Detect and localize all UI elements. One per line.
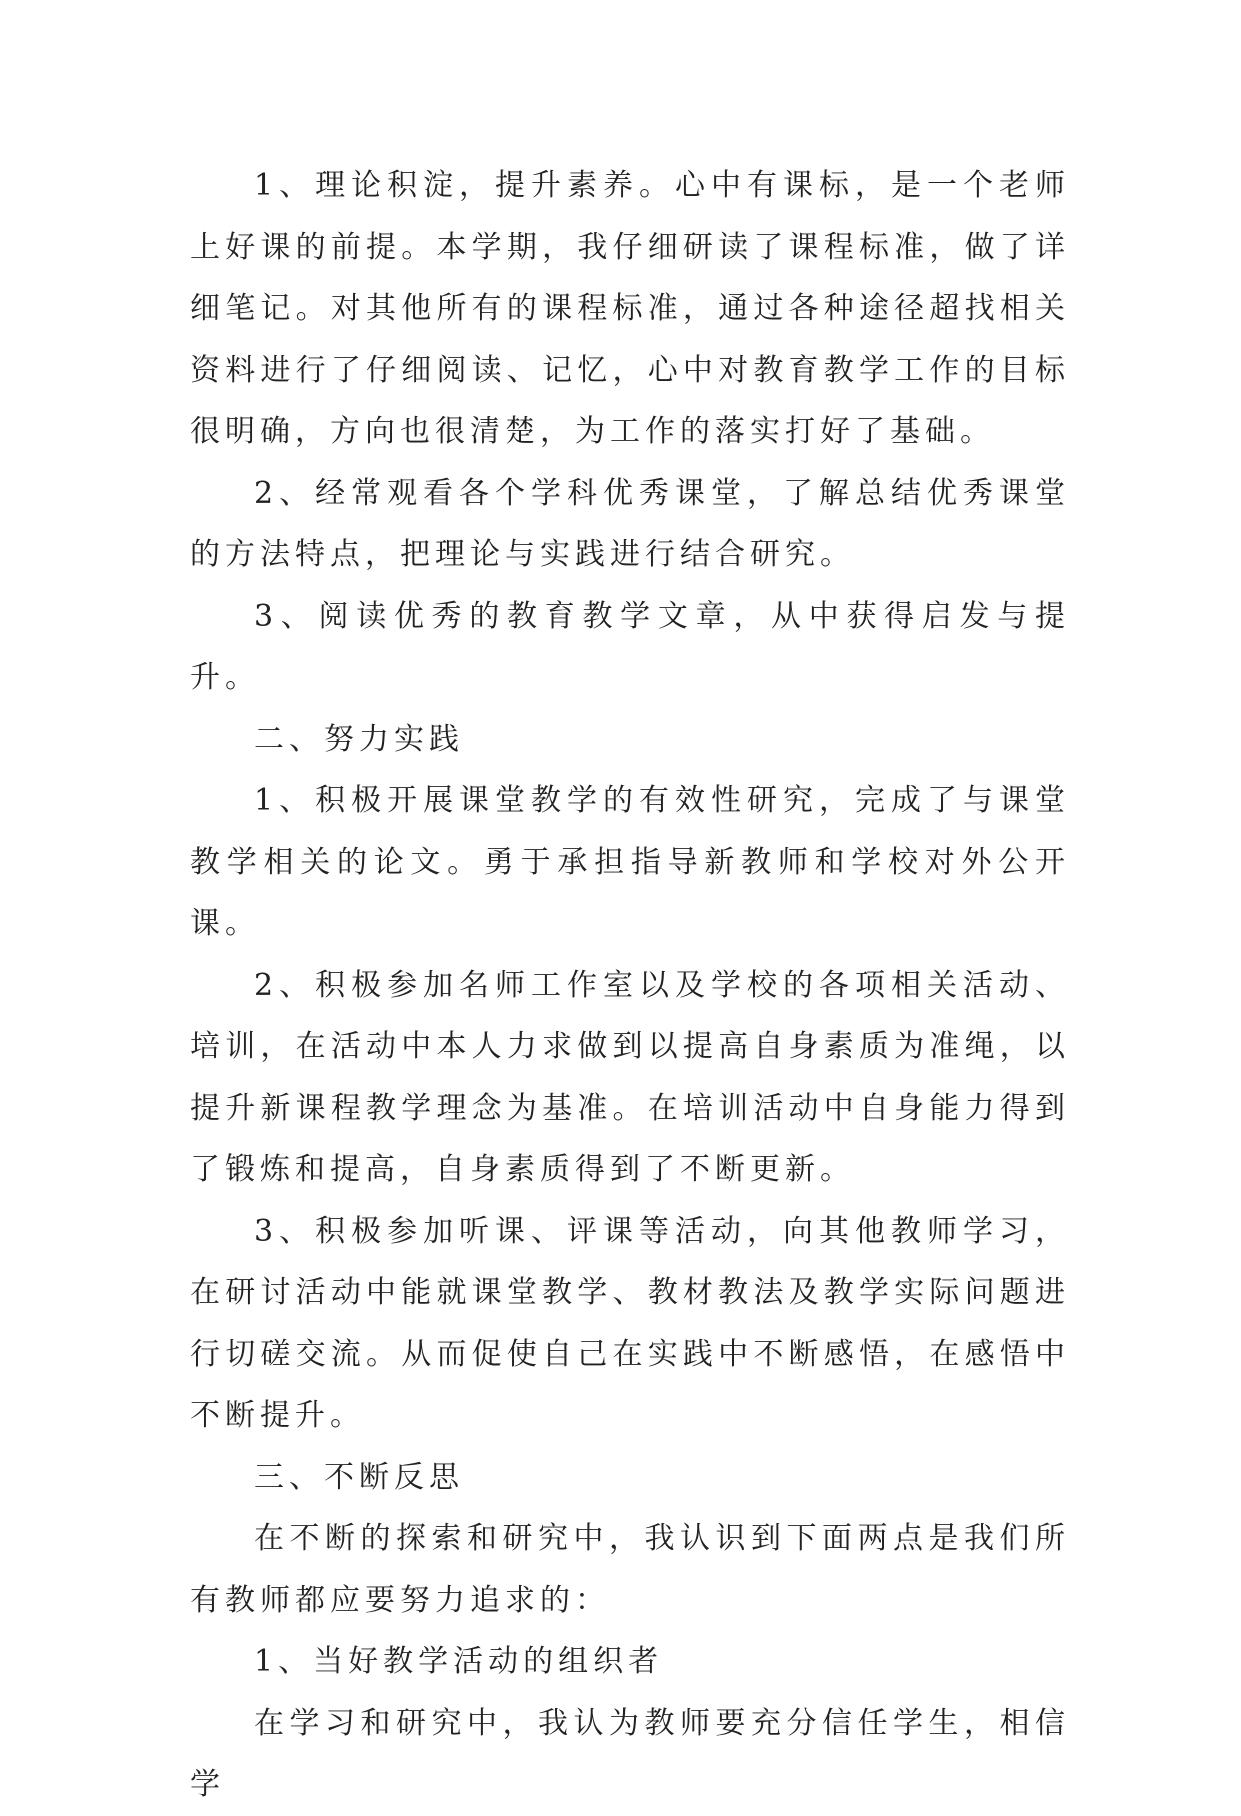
section-heading-practice: 二、努力实践	[254, 721, 464, 757]
paragraph-observation: 3、积极参加听课、评课等活动，向其他教师学习，在研讨活动中能就课堂教学、教材教法及教学实际问题进行切磋交流。从而促使自己在实践中不断感悟，在感悟中不断提升。	[190, 1213, 1070, 1433]
paragraph-research: 1、积极开展课堂教学的有效性研究，完成了与课堂教学相关的论文。勇于承担指导新教师和学校对外公开课。	[190, 783, 1070, 941]
paragraph-training: 2、积极参加名师工作室以及学校的各项相关活动、培训，在活动中本人力求做到以提高自身素质为准绳，以提升新课程教学理念为基准。在培训活动中自身能力得到了锻炼和提高，自身素质得到了不断更新。	[190, 967, 1070, 1187]
paragraph-exploration: 在不断的探索和研究中，我认识到下面两点是我们所有教师都应要努力追求的：	[190, 1521, 1070, 1618]
paragraph-organizer: 1、当好教学活动的组织者	[254, 1644, 664, 1679]
paragraph-reading: 3、阅读优秀的教育教学文章，从中获得启发与提升。	[190, 598, 1070, 695]
document-body	[190, 155, 1070, 1816]
paragraph-watch-classes: 2、经常观看各个学科优秀课堂，了解总结优秀课堂的方法特点，把理论与实践进行结合研究。	[190, 475, 1070, 572]
section-heading-reflection: 三、不断反思	[254, 1459, 464, 1495]
paragraph-theory: 1、理论积淀，提升素养。心中有课标，是一个老师上好课的前提。本学期，我仔细研读了课程标准，做了详细笔记。对其他所有的课程标准，通过各种途径超找相关资料进行了仔细阅读、记忆，心中对教育教学工作的目标很明确，方向也很清楚，为工作的落实打好了基础。	[190, 168, 1070, 449]
paragraph-trust-students: 在学习和研究中，我认为教师要充分信任学生，相信学	[190, 1705, 1070, 1802]
